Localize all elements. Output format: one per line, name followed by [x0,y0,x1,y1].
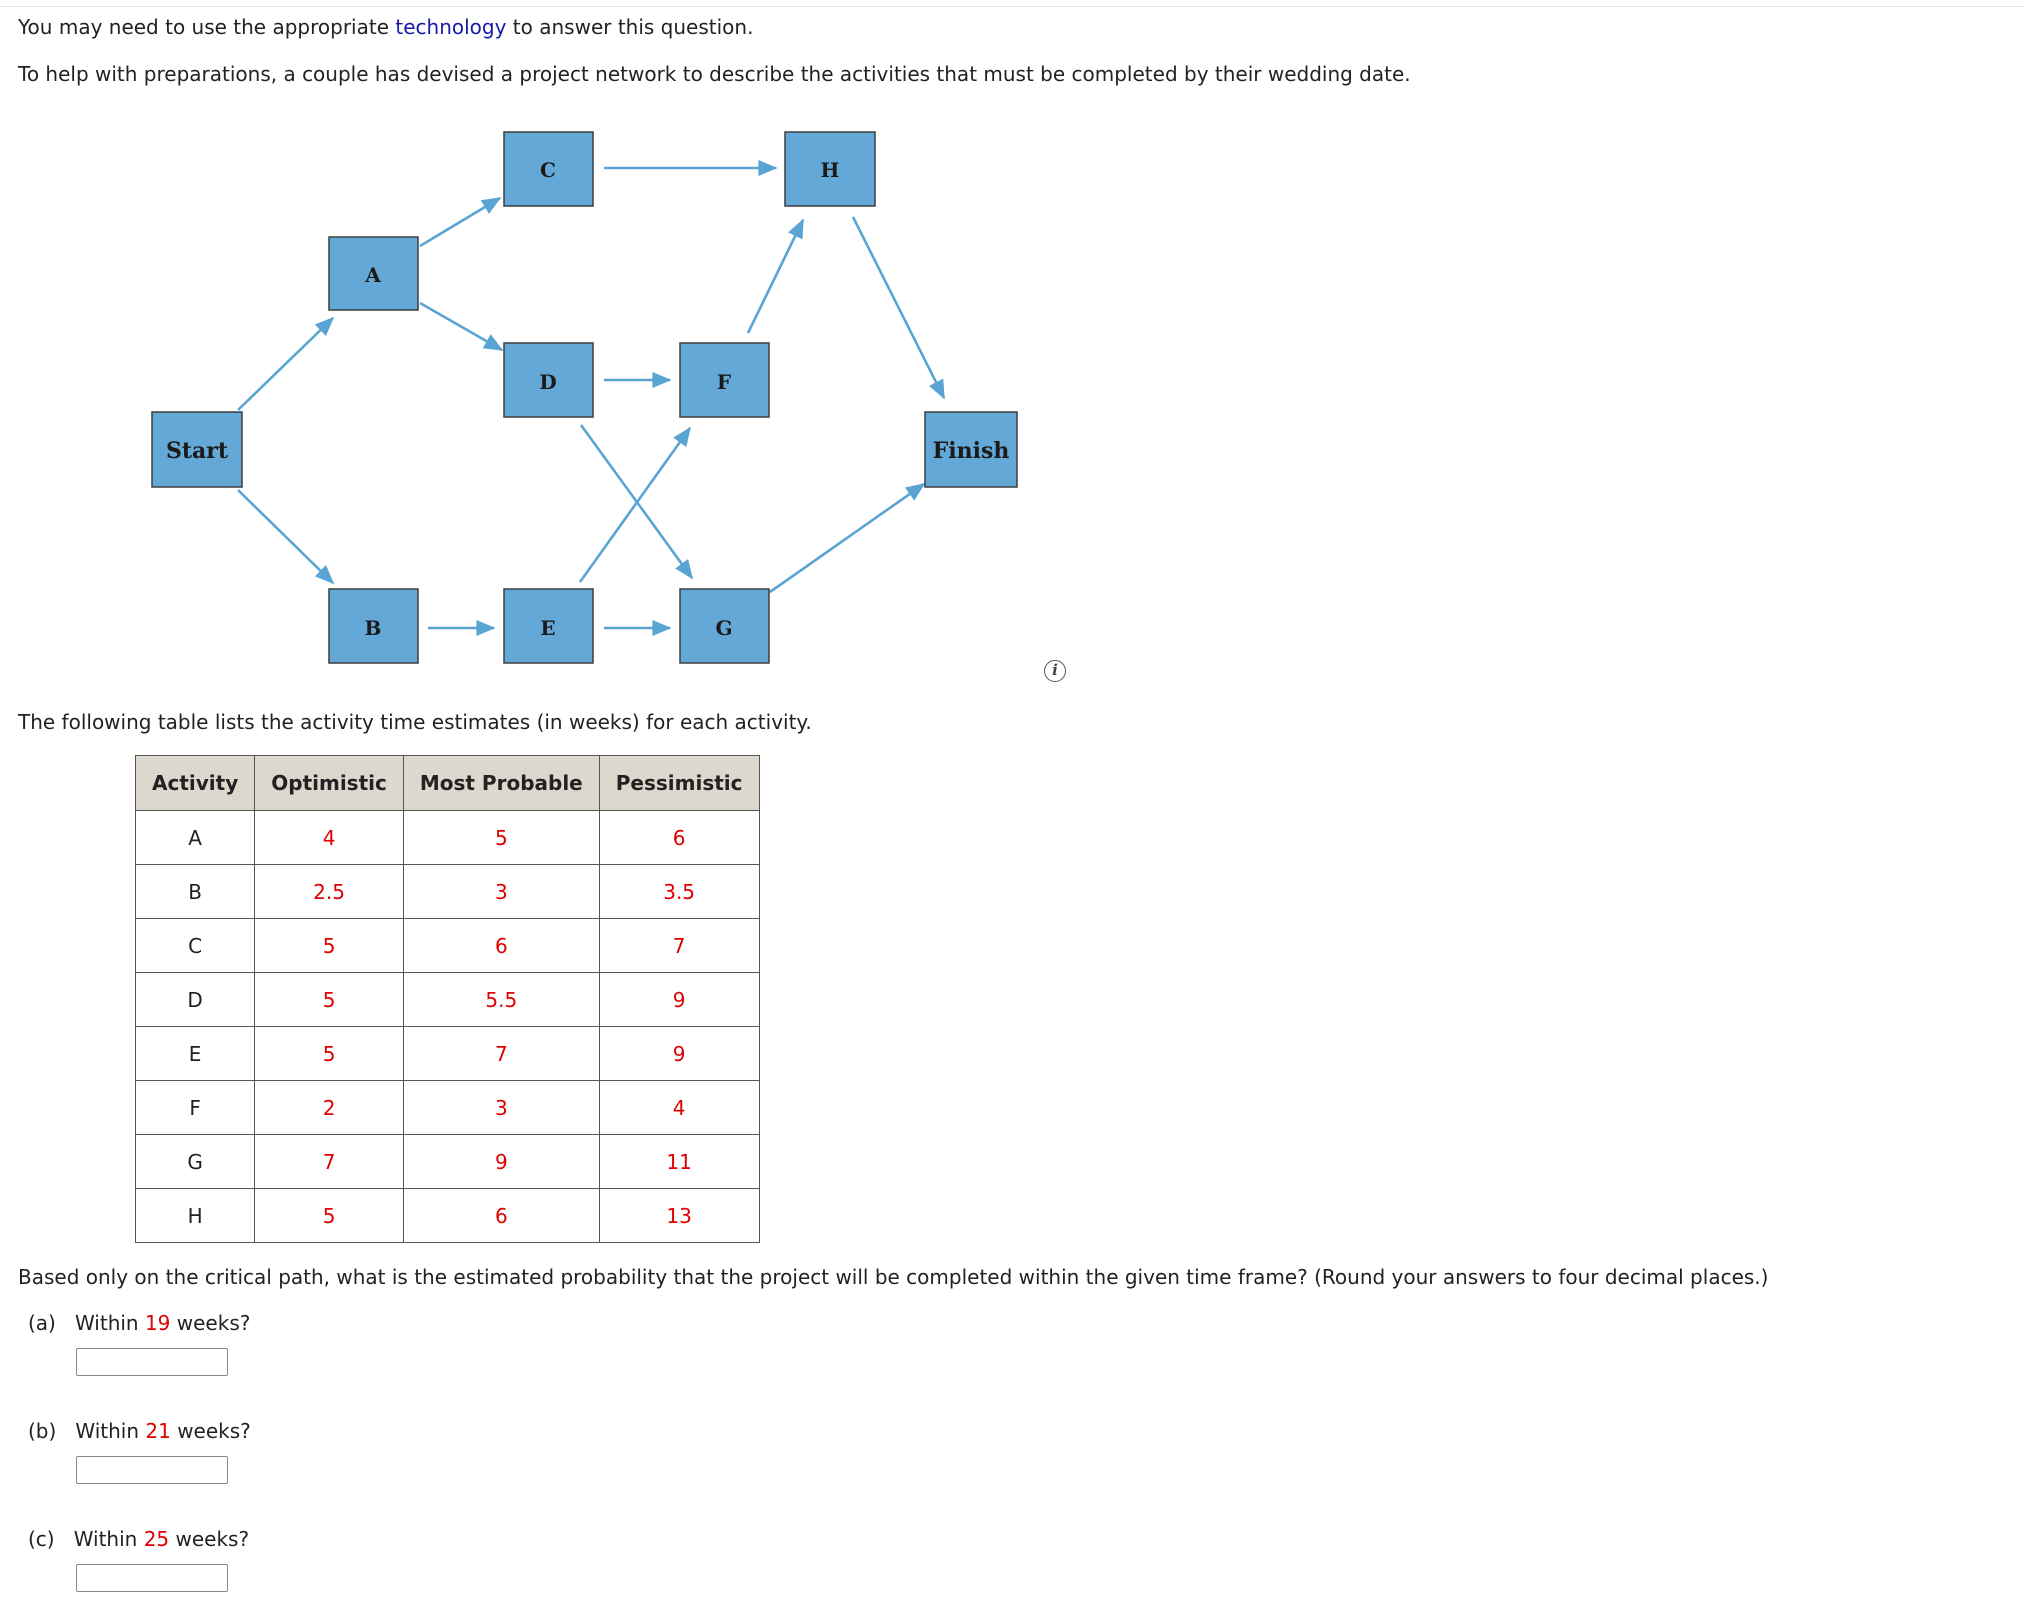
node-d [504,343,593,417]
question-text: Based only on the critical path, what is the estimated probability that the project will be completed within the given time frame? (Round your answers to four decimal places.) [18,1265,1769,1289]
node-c [504,132,593,206]
cell-activity: A [136,811,255,865]
part-b-answer-input[interactable] [76,1456,228,1484]
cell-pessimistic: 7 [599,919,759,973]
node-a [329,237,418,310]
cell-pessimistic: 13 [599,1189,759,1243]
node-e [504,589,593,663]
cell-pessimistic: 9 [599,1027,759,1081]
table-row [136,865,760,919]
part-c-weeks: 25 [143,1527,170,1551]
table-row [136,973,760,1027]
part-a-tag: (a) [28,1311,56,1335]
edge-h-finish [853,217,944,398]
edge-g-finish [770,484,924,592]
part-b-post: weeks? [170,1419,251,1443]
cell-activity: G [136,1135,255,1189]
node-b [329,589,418,663]
cell-activity: F [136,1081,255,1135]
edge-a-c [420,198,500,246]
cell-optimistic: 5 [255,1027,404,1081]
activity-time-table [135,755,760,1243]
cell-optimistic: 2.5 [255,865,404,919]
svg-text:E: E [540,616,556,640]
svg-text:F: F [716,370,732,394]
node-g [680,589,769,663]
technology-link[interactable]: technology [395,15,507,39]
part-b-tag: (b) [28,1419,57,1443]
edge-a-d [420,303,502,350]
table-header-row [136,756,760,811]
svg-text:G: G [715,616,733,640]
intro-before-link: You may need to use the appropriate [18,15,396,39]
intro-after-link: to answer this question. [506,15,754,39]
cell-most-probable: 3 [403,865,599,919]
svg-text:Finish: Finish [932,438,1010,464]
part-c-pre: Within [73,1527,144,1551]
cell-most-probable: 3 [403,1081,599,1135]
edge-f-h [748,220,803,333]
cell-pessimistic: 6 [599,811,759,865]
cell-optimistic: 2 [255,1081,404,1135]
part-b-weeks: 21 [145,1419,171,1443]
table-row [136,1027,760,1081]
svg-text:C: C [540,158,556,182]
cell-most-probable: 6 [403,1189,599,1243]
cell-activity: H [136,1189,255,1243]
header-optimistic: Optimistic [255,756,404,811]
part-a-label [28,1310,250,1336]
cell-optimistic: 5 [255,973,404,1027]
node-h [785,132,875,206]
cell-pessimistic: 11 [599,1135,759,1189]
part-a-pre: Within [74,1311,145,1335]
header-most-probable: Most Probable [403,756,599,811]
table-row [136,919,760,973]
part-b-label [28,1418,251,1444]
cell-activity: C [136,919,255,973]
svg-text:H: H [820,158,840,182]
cell-pessimistic: 4 [599,1081,759,1135]
info-icon[interactable]: i [1044,660,1066,682]
edge-e-f [580,428,690,582]
part-a-post: weeks? [170,1311,251,1335]
cell-optimistic: 4 [255,811,404,865]
cell-activity: D [136,973,255,1027]
node-start [152,412,242,487]
part-a-weeks: 19 [144,1311,171,1335]
cell-activity: B [136,865,255,919]
cell-most-probable: 7 [403,1027,599,1081]
cell-pessimistic: 3.5 [599,865,759,919]
cell-activity: E [136,1027,255,1081]
cell-optimistic: 5 [255,1189,404,1243]
edge-start-b [238,490,333,583]
part-c-tag: (c) [28,1527,55,1551]
problem-text: To help with preparations, a couple has devised a project network to describe the activities that must be completed by their wedding date. [18,62,1411,86]
edge-start-a [238,318,333,410]
cell-pessimistic: 9 [599,973,759,1027]
node-finish [925,412,1017,487]
project-network-diagram [0,0,2025,700]
part-b-pre: Within [75,1419,146,1443]
header-pessimistic: Pessimistic [599,756,759,811]
table-row [136,1081,760,1135]
cell-optimistic: 5 [255,919,404,973]
part-c-post: weeks? [169,1527,250,1551]
cell-most-probable: 6 [403,919,599,973]
part-a-answer-input[interactable] [76,1348,228,1376]
cell-most-probable: 5.5 [403,973,599,1027]
svg-text:A: A [365,263,381,287]
table-intro-text: The following table lists the activity time estimates (in weeks) for each activity. [18,710,812,734]
part-c-answer-input[interactable] [76,1564,228,1592]
header-activity: Activity [136,756,255,811]
table-row [136,1135,760,1189]
svg-text:Start: Start [165,438,229,464]
part-c-label [28,1526,249,1552]
svg-text:D: D [539,370,557,394]
node-f [680,343,769,417]
svg-text:B: B [364,616,382,640]
table-row [136,1189,760,1243]
cell-most-probable: 5 [403,811,599,865]
cell-optimistic: 7 [255,1135,404,1189]
table-row [136,811,760,865]
cell-most-probable: 9 [403,1135,599,1189]
